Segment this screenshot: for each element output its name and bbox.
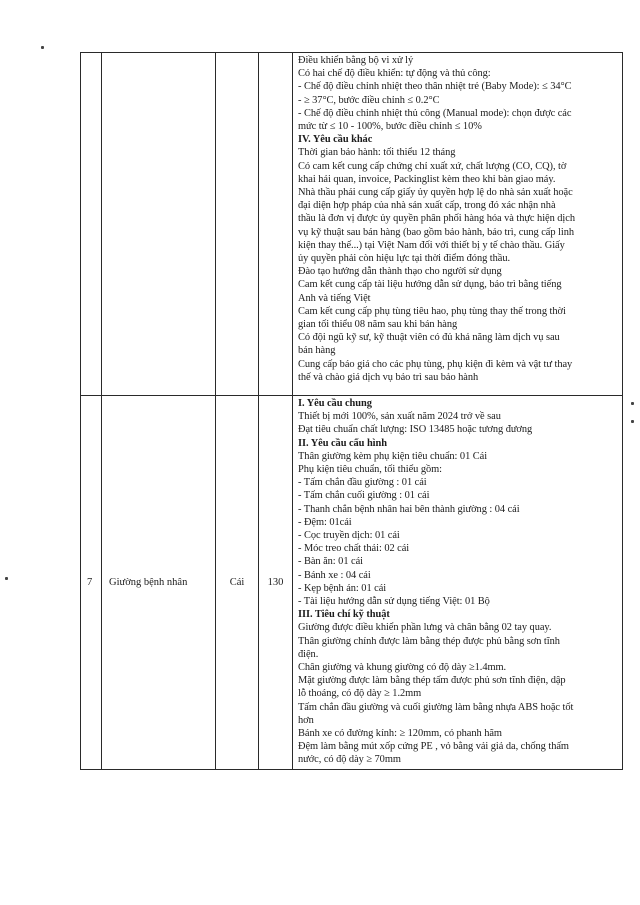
scan-mark: [631, 420, 634, 423]
spec-line: Có hai chế độ điều khiển: tự động và thủ công:: [298, 68, 491, 80]
specification-table: [80, 52, 623, 770]
spec-line: Mặt giường được làm bằng thép tấm được phủ sơn tĩnh điện, dập: [298, 675, 566, 687]
spec-line: Thân giường chính được làm bằng thép được phủ bằng sơn tĩnh: [298, 635, 560, 647]
row-number-cell: [81, 53, 102, 396]
unit-cell: [216, 53, 259, 396]
specification-cell: [293, 396, 623, 770]
unit-cell: [216, 396, 259, 770]
spec-line: lỗ thoáng, có độ dày ≥ 1.2mm: [298, 688, 422, 700]
spec-line: - Bánh xe : 04 cái: [298, 569, 371, 581]
specification-cell: [293, 53, 623, 396]
item-unit: Cái: [229, 576, 245, 588]
spec-line: - Tài liệu hướng dẫn sử dụng tiếng Việt: 01 Bộ: [298, 596, 490, 608]
spec-line: thầu là đơn vị được ủy quyền phân phối hàng hóa và thực hiện dịch: [298, 213, 575, 225]
spec-line: Có đội ngũ kỹ sư, kỹ thuật viên có đủ khả năng làm dịch vụ sau: [298, 332, 560, 344]
spec-line: - Chế độ điều chỉnh nhiệt thủ công (Manual mode): chọn được các: [298, 107, 572, 119]
spec-line: - Thanh chắn bệnh nhân hai bên thành giường : 04 cái: [298, 503, 520, 515]
spec-line: Cam kết cung cấp phụ tùng tiêu hao, phụ tùng thay thế trong thời: [298, 305, 566, 317]
spec-line: Giường được điều khiển phần lưng và chân bằng 02 tay quay.: [298, 622, 552, 634]
spec-line: Phụ kiện tiêu chuẩn, tối thiểu gồm:: [298, 464, 442, 476]
spec-line: - Tấm chắn đầu giường : 01 cái: [298, 477, 427, 489]
spec-line: ủy quyền phải còn hiệu lực tại thời điểm đóng thầu.: [298, 253, 511, 265]
spec-line: Đệm làm bằng mút xốp cứng PE , vỏ bằng vải giả da, chống thấm: [298, 741, 569, 753]
spec-line: Chân giường và khung giường có độ dày ≥1.4mm.: [298, 662, 507, 674]
spec-line: - Chế độ điều chỉnh nhiệt theo thân nhiệt trẻ (Baby Mode): ≤ 34°C: [298, 81, 572, 93]
spec-line: - Móc treo chất thải: 02 cái: [298, 543, 410, 555]
spec-line: khai hải quan, invoice, Packinglist kèm theo khi bàn giao máy.: [298, 173, 556, 185]
item-quantity: 130: [267, 576, 284, 588]
item-name-cell: [102, 396, 216, 770]
section-heading: III. Tiêu chí kỹ thuật: [298, 609, 390, 621]
spec-line: Thân giường kèm phụ kiện tiêu chuẩn: 01 Cái: [298, 450, 488, 462]
spec-line: Tấm chắn đầu giường và cuối giường làm bằng nhựa ABS hoặc tốt: [298, 701, 574, 713]
spec-line: - Tấm chắn cuối giường : 01 cái: [298, 490, 430, 502]
spec-line: Có cam kết cung cấp chứng chỉ xuất xứ, chất lượng (CO, CQ), tờ: [298, 160, 567, 172]
spec-line: - Kẹp bệnh án: 01 cái: [298, 582, 387, 594]
item-name: Giường bệnh nhân: [109, 576, 188, 588]
table-row: [81, 396, 623, 770]
spec-line: Nhà thầu phải cung cấp giấy ủy quyền hợp lệ do nhà sản xuất hoặc: [298, 187, 573, 199]
spec-line: bán hàng: [298, 345, 336, 357]
row-number-cell: [81, 396, 102, 770]
section-heading: IV. Yêu cầu khác: [298, 134, 373, 146]
spec-line: điện.: [298, 648, 319, 660]
spec-line: kiện thay thế...) tại Việt Nam đối với thiết bị y tế chào thầu. Giấy: [298, 239, 565, 251]
spec-line: gian tối thiểu 08 năm sau khi bán hàng: [298, 319, 458, 331]
spec-line: - Cọc truyền dịch: 01 cái: [298, 530, 400, 542]
scan-mark: [41, 46, 44, 49]
spec-line: - Bàn ăn: 01 cái: [298, 556, 363, 568]
spec-line: Thiết bị mới 100%, sản xuất năm 2024 trở về sau: [298, 411, 501, 423]
quantity-cell: [259, 53, 293, 396]
spec-line: - Đệm: 01cái: [298, 516, 352, 528]
spec-line: hơn: [298, 714, 314, 726]
spec-line: mức từ ≤ 10 - 100%, bước điều chỉnh ≤ 10%: [298, 121, 482, 133]
spec-line: Đào tạo hướng dẫn thành thạo cho người sử dụng: [298, 266, 502, 278]
spec-line: Cung cấp báo giá cho các phụ tùng, phụ kiện đi kèm và vật tư thay: [298, 358, 573, 370]
spec-line: Thời gian bảo hành: tối thiểu 12 tháng: [298, 147, 456, 159]
scan-mark: [5, 577, 8, 580]
spec-line: Đạt tiêu chuẩn chất lượng: ISO 13485 hoặc tương đương: [298, 424, 533, 436]
spec-line: Cam kết cung cấp tài liệu hướng dẫn sử dụng, bảo trì bằng tiếng: [298, 279, 562, 291]
spec-line: đại diện hợp pháp của nhà sản xuất cấp, trong đó xác nhận nhà: [298, 200, 556, 212]
scan-mark: [631, 402, 634, 405]
table-row: [81, 53, 623, 396]
spec-line: nước, có độ dày ≥ 70mm: [298, 754, 401, 766]
spec-line: Anh và tiếng Việt: [298, 292, 371, 304]
row-number: 7: [87, 576, 93, 588]
spec-line: Điều khiển bằng bộ vi xử lý: [298, 55, 414, 66]
section-heading: I. Yêu cầu chung: [298, 398, 372, 409]
item-name-cell: [102, 53, 216, 396]
section-heading: II. Yêu cầu cấu hình: [298, 437, 387, 449]
spec-line: - ≥ 37°C, bước điều chỉnh ≤ 0.2°C: [298, 94, 440, 106]
quantity-cell: [259, 396, 293, 770]
spec-line: thế và chào giá dịch vụ bảo trì sau bảo hành: [298, 371, 479, 383]
spec-line: Bánh xe có đường kính: ≥ 120mm, có phanh hãm: [298, 728, 502, 740]
spec-line: vụ kỹ thuật sau bán hàng (bao gồm bảo hành, bảo trì, cung cấp linh: [298, 226, 575, 238]
